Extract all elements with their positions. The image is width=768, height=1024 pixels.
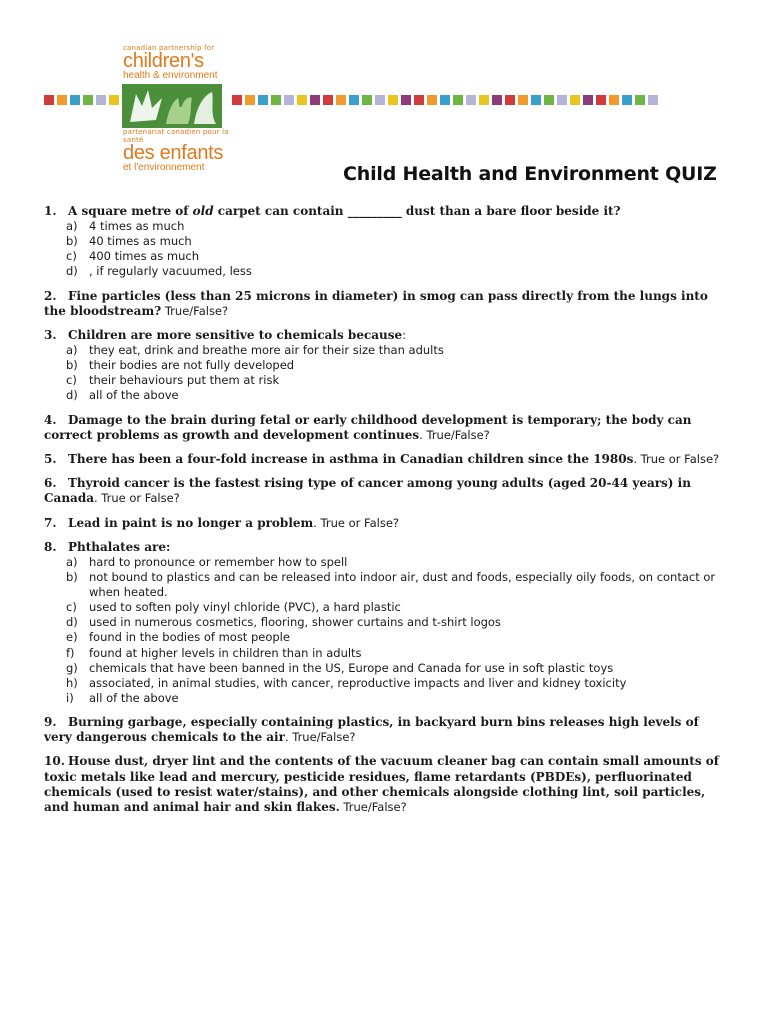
answer-option (66, 676, 724, 691)
color-square (109, 95, 119, 105)
logo-fr-big: des enfants (123, 142, 224, 164)
option-text: they eat, drink and breathe more air for their size than adults (89, 343, 444, 358)
option-letter: a) (66, 343, 78, 358)
option-text: 4 times as much (89, 219, 185, 234)
question-prompt: Damage to the brain during fetal or early childhood development is temporary; the body can correct problems as growth and development continues (44, 412, 692, 442)
spacer (44, 280, 724, 289)
color-square (466, 95, 476, 105)
question-prompt: Fine particles (less than 25 microns in diameter) in smog can pass directly from the lungs into the bloodstream? (44, 288, 708, 318)
quiz-question (44, 328, 724, 404)
logo-en-big: children's (123, 50, 204, 72)
color-square (596, 95, 606, 105)
logo-fr-sub: et l'environnement (123, 162, 205, 173)
option-text: used in numerous cosmetics, flooring, shower curtains and t-shirt logos (89, 615, 501, 630)
spacer (44, 531, 724, 540)
answer-option (66, 358, 724, 373)
answer-option (66, 219, 724, 234)
color-square (44, 95, 54, 105)
answer-option (66, 615, 724, 630)
quiz-question (44, 413, 724, 443)
color-square (518, 95, 528, 105)
question-number: 7. (44, 515, 57, 530)
option-letter: h) (66, 675, 78, 690)
question-prompt: Lead in paint is no longer a problem (68, 515, 314, 530)
option-text: used to soften poly vinyl chloride (PVC), a hard plastic (89, 600, 401, 615)
answer-options (66, 219, 724, 279)
question-number: 9. (44, 714, 57, 729)
question-answer-prompt: . True or False? (633, 451, 720, 466)
logo-hands-icon (122, 84, 222, 128)
option-text: their bodies are not fully developed (89, 358, 295, 373)
question-answer-prompt: . True or False? (313, 515, 400, 530)
spacer (44, 319, 724, 328)
color-square (297, 95, 307, 105)
color-square (232, 95, 242, 105)
option-text: , if regularly vacuumed, less (89, 264, 252, 279)
question-text (44, 540, 724, 555)
header-logo-area (0, 0, 768, 173)
option-letter: f) (66, 645, 75, 660)
question-prompt: A square metre of old carpet can contain _________ dust than a bare floor beside it? (68, 204, 621, 218)
color-square (427, 95, 437, 105)
color-square (388, 95, 398, 105)
question-text (44, 452, 724, 467)
quiz-question (44, 715, 724, 745)
answer-option (66, 264, 724, 279)
spacer (44, 443, 724, 452)
quiz-question (44, 204, 724, 280)
question-answer-prompt: . True or False? (94, 491, 180, 506)
logo-french-text (123, 128, 233, 173)
spacer (44, 467, 724, 476)
answer-options (66, 555, 724, 706)
question-number: 8. (44, 539, 57, 554)
answer-option (66, 388, 724, 403)
question-prompt: There has been a four-fold increase in asthma in Canadian children since the 1980s (68, 451, 634, 466)
color-square (310, 95, 320, 105)
color-square (648, 95, 658, 105)
option-letter: i) (66, 690, 74, 705)
question-text (44, 715, 724, 745)
option-letter: c) (66, 373, 77, 388)
question-text (44, 413, 724, 443)
option-letter: d) (66, 388, 78, 403)
color-square (635, 95, 645, 105)
option-text: all of the above (89, 388, 179, 403)
answer-option (66, 555, 724, 570)
color-square (96, 95, 106, 105)
color-square (609, 95, 619, 105)
option-text: hard to pronounce or remember how to spell (89, 554, 348, 569)
color-square (70, 95, 80, 105)
option-letter: g) (66, 660, 78, 675)
decorative-squares-left (44, 95, 119, 105)
option-text: not bound to plastics and can be released into indoor air, dust and foods, especially oily foods, on contact or when heated. (89, 570, 716, 600)
logo-en-small: canadian partnership for (123, 44, 215, 52)
answer-option (66, 630, 724, 645)
color-square (622, 95, 632, 105)
color-square (375, 95, 385, 105)
option-text: their behaviours put them at risk (89, 373, 280, 388)
question-prompt: Burning garbage, especially containing plastics, in backyard burn bins releases high levels of very dangerous chemicals to the air (44, 714, 699, 745)
quiz-question (44, 476, 724, 506)
question-number: 10. (44, 754, 65, 769)
option-letter: e) (66, 630, 78, 645)
answer-option (66, 600, 724, 615)
question-number: 4. (44, 412, 57, 427)
logo-fr-small: partenariat canadien pour la santé (123, 128, 229, 144)
question-text (44, 476, 724, 506)
color-square (323, 95, 333, 105)
answer-option (66, 691, 724, 706)
question-answer-prompt: . True/False? (284, 730, 356, 745)
option-letter: d) (66, 615, 78, 630)
question-number: 2. (44, 288, 57, 303)
spacer (44, 706, 724, 715)
color-square (570, 95, 580, 105)
question-number: 1. (44, 204, 57, 218)
option-text: all of the above (89, 690, 179, 705)
quiz-question (44, 516, 724, 531)
option-letter: d) (66, 264, 78, 279)
spacer (44, 745, 724, 754)
option-letter: b) (66, 234, 78, 249)
option-text: 40 times as much (89, 234, 192, 249)
spacer (44, 507, 724, 516)
color-square (505, 95, 515, 105)
option-letter: b) (66, 570, 78, 585)
question-text (44, 289, 724, 319)
option-text: 400 times as much (89, 249, 200, 264)
answer-option (66, 661, 724, 676)
answer-option (66, 646, 724, 661)
option-letter: c) (66, 249, 77, 264)
color-square (557, 95, 567, 105)
logo-en-sub: health & environment (123, 70, 218, 81)
color-square (531, 95, 541, 105)
question-answer-prompt: True/False? (161, 303, 229, 318)
question-prompt: Thyroid cancer is the fastest rising type of cancer among young adults (aged 20-44 years) in Canada (44, 476, 691, 506)
question-prompt: Phthalates are: (68, 539, 171, 554)
question-text (44, 328, 724, 343)
option-text: chemicals that have been banned in the US, Europe and Canada for use in soft plastic toys (89, 660, 614, 675)
question-answer-prompt: True/False? (339, 799, 407, 814)
question-text (44, 754, 724, 815)
quiz-question (44, 754, 724, 815)
option-letter: a) (66, 554, 78, 569)
color-square (57, 95, 67, 105)
color-square (583, 95, 593, 105)
color-square (479, 95, 489, 105)
color-square (492, 95, 502, 105)
option-letter: c) (66, 600, 77, 615)
answer-option (66, 343, 724, 358)
answer-options (66, 343, 724, 403)
color-square (83, 95, 93, 105)
color-square (401, 95, 411, 105)
question-text (44, 204, 724, 219)
logo-english-text (123, 44, 233, 81)
color-square (453, 95, 463, 105)
spacer (44, 404, 724, 413)
color-square (349, 95, 359, 105)
question-number: 6. (44, 476, 57, 491)
question-prompt: Children are more sensitive to chemicals because (68, 327, 403, 342)
option-text: found at higher levels in children than in adults (89, 645, 362, 660)
question-answer-prompt: . True/False? (419, 427, 490, 442)
question-number: 5. (44, 451, 57, 466)
question-answer-prompt: : (402, 327, 407, 342)
color-square (245, 95, 255, 105)
color-square (362, 95, 372, 105)
answer-option (66, 373, 724, 388)
color-square (336, 95, 346, 105)
color-square (271, 95, 281, 105)
question-number: 3. (44, 327, 57, 342)
answer-option (66, 570, 724, 600)
answer-option (66, 249, 724, 264)
option-text: associated, in animal studies, with cancer, reproductive impacts and liver and kidney toxicity (89, 675, 627, 690)
option-letter: b) (66, 358, 78, 373)
color-square (544, 95, 554, 105)
color-square (440, 95, 450, 105)
question-prompt: House dust, dryer lint and the contents of the vacuum cleaner bag can contain small amounts of toxic metals like lead and mercury, pesticide residues, flame retardants (PBDEs), perfluorinated chemicals (used to resist water/stains), and other chemicals alongside clothing lint, soil particles, and human and animal hair and skin flakes. (44, 754, 719, 814)
color-square (414, 95, 424, 105)
quiz-question (44, 540, 724, 706)
quiz-question (44, 289, 724, 319)
question-text (44, 516, 724, 531)
option-text: found in the bodies of most people (89, 630, 290, 645)
color-square (258, 95, 268, 105)
page-title: Child Health and Environment QUIZ (343, 163, 717, 185)
quiz-content (44, 204, 724, 824)
spacer (44, 815, 724, 824)
quiz-question (44, 452, 724, 467)
decorative-squares-right (232, 95, 658, 105)
answer-option (66, 234, 724, 249)
color-square (284, 95, 294, 105)
option-letter: a) (66, 219, 78, 234)
